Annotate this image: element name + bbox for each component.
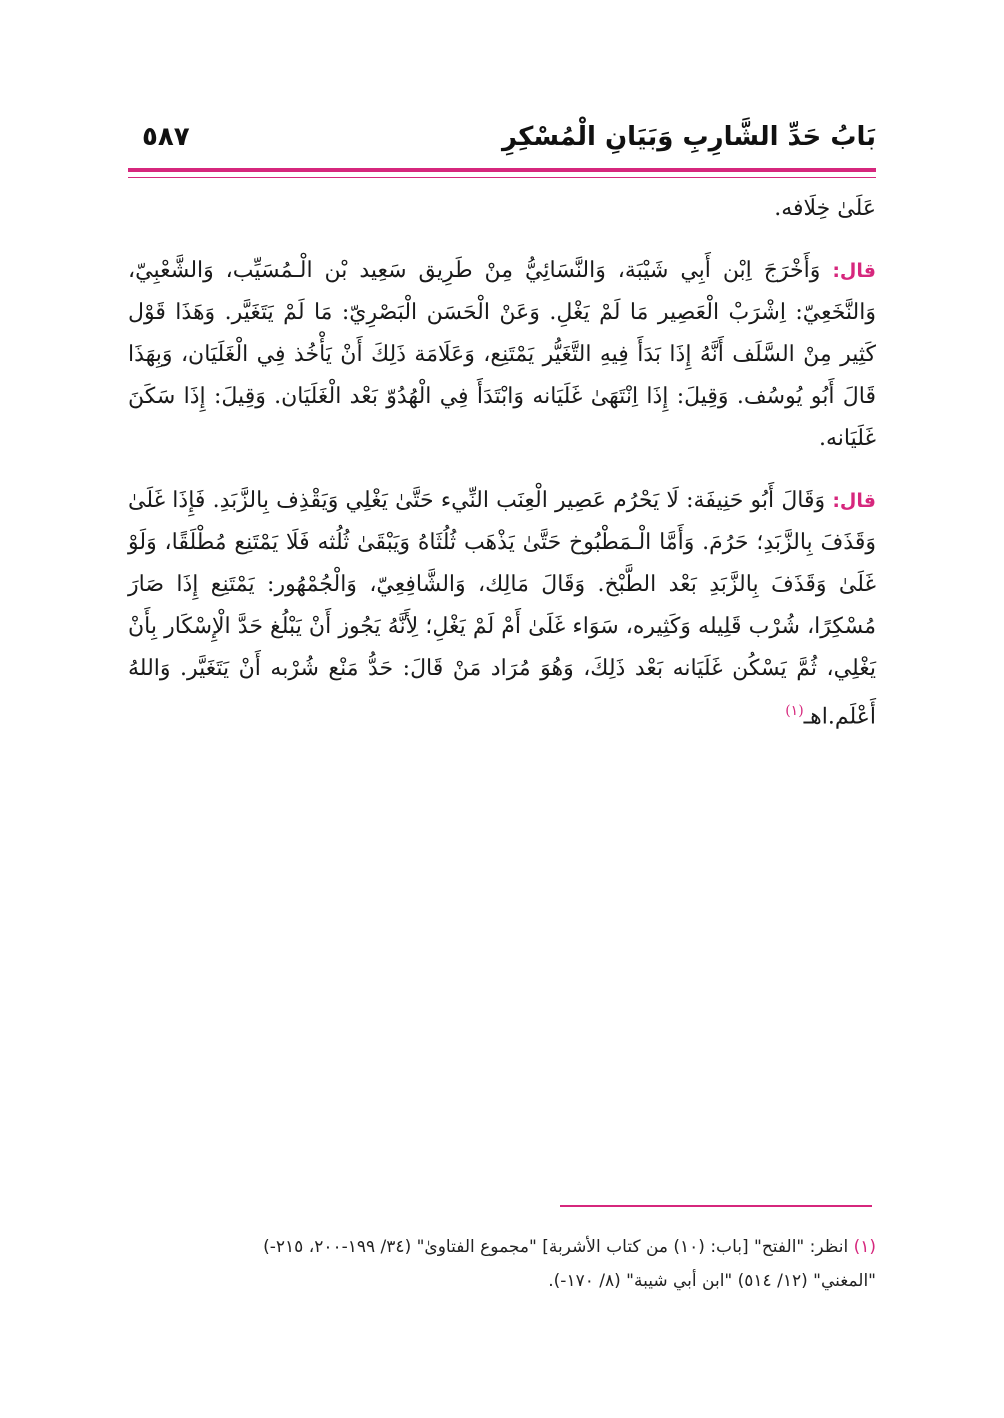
continuation-line: عَلَىٰ خِلَافه. bbox=[774, 196, 876, 221]
paragraph-1 bbox=[128, 250, 876, 460]
paragraph-label: قال: bbox=[832, 490, 876, 512]
footnote-line-2: "المغني" (١٢/ ٥١٤) "ابن أبي شيبة" (٨/ ١٧٠-). bbox=[548, 1271, 876, 1291]
header-divider-thin bbox=[128, 177, 876, 178]
footnote-number: (١) bbox=[853, 1237, 876, 1257]
footnotes bbox=[128, 1230, 876, 1298]
footnote-divider bbox=[560, 1205, 872, 1207]
page-header bbox=[128, 118, 876, 162]
paragraph-2 bbox=[128, 480, 876, 738]
main-text bbox=[128, 188, 876, 738]
paragraph-text: وَأَخْرَجَ اِبْن أَبِي شَيْبَة، وَالنَّسَائِيُّ مِنْ طَرِيق سَعِيد بْن الْـمُسَيِّب، وَالشَّعْبِيّ، وَالنَّخَعِيّ: اِشْرَبْ الْعَصِير مَا لَمْ يَغْلِ. وَعَنْ الْحَسَن الْبَصْرِيّ: مَا لَمْ يَتَغَيَّر. وَهَذَا قَوْل كَثِير مِنْ السَّلَف أَنَّهُ إِذَا بَدَأَ فِيهِ التَّغَيُّر يَمْتَنِع، وَعَلَامَة ذَلِكَ أَنْ يَأْخُذ فِي الْغَلَيَان، وَبِهَذَا قَالَ أَبُو يُوسُف. وَقِيلَ: إِذَا اِنْتَهَىٰ غَلَيَانه وَابْتَدَأَ فِي الْهُدُوّ بَعْد الْغَلَيَان. وَقِيلَ: إِذَا سَكَنَ غَلَيَانه. bbox=[128, 258, 876, 451]
footnote-line-1 bbox=[128, 1230, 876, 1264]
paragraph-text: وَقَالَ أَبُو حَنِيفَة: لَا يَحْرُم عَصِير الْعِنَب النِّيء حَتَّىٰ يَغْلِي وَيَقْذِف بِالزَّبَدِ. فَإِذَا غَلَىٰ وَقَذَفَ بِالزَّبَدِ؛ حَرُمَ. وَأَمَّا الْـمَطْبُوخ حَتَّىٰ يَذْهَب ثُلُثَاهُ وَيَبْقَىٰ ثُلُثه فَلَا يَمْتَنِع مُطْلَقًا، وَلَوْ غَلَىٰ وَقَذَفَ بِالزَّبَدِ بَعْد الطَّبْخ. وَقَالَ مَالِك، وَالشَّافِعِيّ، وَالْجُمْهُور: يَمْتَنِع إِذَا صَارَ مُسْكِرًا، شُرْب قَلِيله وَكَثِيره، سَوَاء غَلَىٰ أَمْ لَمْ يَغْلِ؛ لِأَنَّهُ يَجُوز أَنْ يَبْلُغ حَدَّ الْإِسْكَار بِأَنْ يَغْلِي، ثُمَّ يَسْكُن غَلَيَانه بَعْد ذَلِكَ، وَهُوَ مُرَاد مَنْ قَالَ: حَدُّ مَنْع شُرْبه أَنْ يَتَغَيَّر. وَاللهُ أَعْلَم.اهـ bbox=[128, 488, 877, 730]
paragraph-label: قال: bbox=[832, 260, 876, 282]
chapter-title: بَابُ حَدِّ الشَّارِبِ وَبَيَانِ الْمُسْكِرِ bbox=[502, 122, 876, 152]
footnote-reference[interactable]: (١) bbox=[785, 703, 804, 719]
page-number: ٥٨٧ bbox=[142, 122, 190, 152]
header-divider-thick bbox=[128, 168, 876, 172]
footnote-text: انظر: "الفتح" [باب: (١٠) من كتاب الأشربة] "مجموع الفتاوىٰ" (٣٤/ ١٩٩-٢٠٠، ٢١٥-) bbox=[263, 1237, 849, 1257]
